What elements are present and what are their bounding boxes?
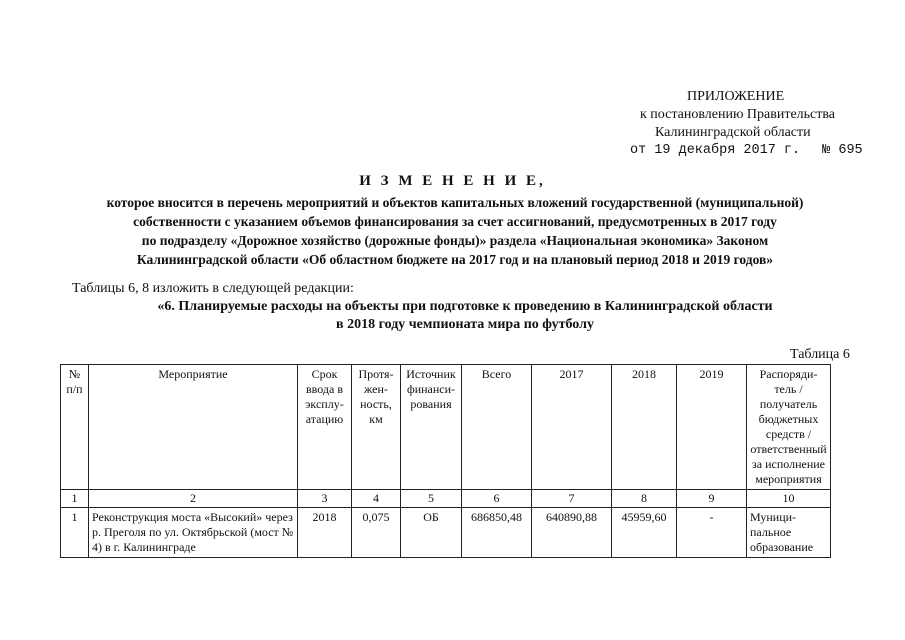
header-cell-commission-date: Срок ввода в эксплу-атацию: [298, 365, 352, 490]
appendix-date: от 19 декабря 2017 г.: [630, 143, 801, 158]
cell-2017: 640890,88: [532, 508, 612, 558]
column-number-cell: 7: [532, 490, 612, 508]
header-cell-number: № п/п: [61, 365, 89, 490]
cell-source: ОБ: [401, 508, 462, 558]
subtitle-line: собственности с указанием объемов финансирования за счет ассигнований, предусмотренных в 2017 году: [133, 214, 777, 229]
header-cell-event: Мероприятие: [89, 365, 298, 490]
subtitle-line: Калининградской области «Об областном бюджете на 2017 год и на плановый период 2018 и 2019 годов»: [136, 252, 774, 267]
table-header-row: [61, 365, 831, 490]
appendix-block: [630, 88, 870, 160]
header-cell-2018: 2018: [612, 365, 677, 490]
header-cell-length: Протя-жен-ность, км: [352, 365, 401, 490]
appendix-line-1: к постановлению Правительства: [640, 107, 836, 122]
column-number-cell: 10: [747, 490, 831, 508]
cell-2019: -: [677, 508, 747, 558]
appendix-date-line: [630, 142, 870, 160]
column-number-row: [61, 490, 831, 508]
column-number-cell: 4: [352, 490, 401, 508]
document-title: И З М Е Н Е Н И Е,: [359, 173, 546, 189]
appendix-line-2: Калининградской области: [655, 125, 811, 140]
cell-total: 686850,48: [462, 508, 532, 558]
header-cell-source: Источник финанси-рования: [401, 365, 462, 490]
column-number-cell: 2: [89, 490, 298, 508]
table-row: [61, 508, 831, 558]
intro-text: Таблицы 6, 8 изложить в следующей редакции:: [72, 281, 354, 296]
table-heading: [60, 298, 870, 334]
cell-number: 1: [61, 508, 89, 558]
column-number-cell: 8: [612, 490, 677, 508]
table-heading-line: «6. Планируемые расходы на объекты при подготовке к проведению в Калининградской области: [157, 299, 773, 314]
table-heading-line: в 2018 году чемпионата мира по футболу: [336, 317, 594, 332]
cell-2018: 45959,60: [612, 508, 677, 558]
subtitle-line: по подразделу «Дорожное хозяйство (дорожные фонды)» раздела «Национальная экономика» Законом: [141, 233, 769, 248]
column-number-cell: 5: [401, 490, 462, 508]
expenses-table: [60, 364, 831, 558]
column-number-cell: 3: [298, 490, 352, 508]
column-number-cell: 1: [61, 490, 89, 508]
cell-commission-date: 2018: [298, 508, 352, 558]
header-cell-2019: 2019: [677, 365, 747, 490]
column-number-cell: 6: [462, 490, 532, 508]
cell-event: Реконструкция моста «Высокий» через р. Преголя по ул. Октябрьской (мост № 4) в г. Калининграде: [89, 508, 298, 558]
table-number: Таблица 6: [790, 347, 850, 362]
header-cell-total: Всего: [462, 365, 532, 490]
subtitle-line: которое вносится в перечень мероприятий и объектов капитальных вложений государственной (муниципальной): [106, 195, 804, 210]
appendix-heading: ПРИЛОЖЕНИЕ: [687, 89, 785, 104]
document-subtitle: [40, 193, 870, 269]
cell-manager: Муници-пальное образование: [747, 508, 831, 558]
header-cell-manager: Распоряди-тель / получатель бюджетных средств / ответственный за исполнение мероприятия: [747, 365, 831, 490]
cell-length: 0,075: [352, 508, 401, 558]
appendix-number: № 695: [822, 143, 863, 158]
column-number-cell: 9: [677, 490, 747, 508]
header-cell-2017: 2017: [532, 365, 612, 490]
